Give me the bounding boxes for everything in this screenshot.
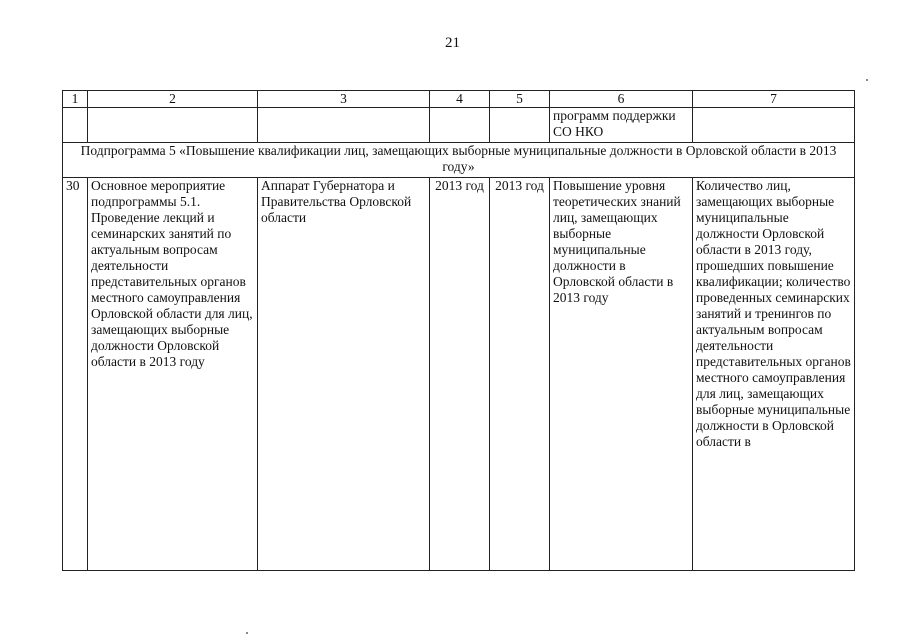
cont-cell-5 bbox=[490, 108, 550, 143]
header-cell-3: 3 bbox=[258, 91, 430, 108]
header-cell-4: 4 bbox=[430, 91, 490, 108]
header-cell-7: 7 bbox=[693, 91, 855, 108]
cont-cell-4 bbox=[430, 108, 490, 143]
subprogram-row bbox=[63, 143, 855, 178]
cont-cell-6: программ поддержки СО НКО bbox=[550, 108, 693, 143]
cont-cell-1 bbox=[63, 108, 88, 143]
start-year-cell: 2013 год bbox=[430, 178, 490, 571]
measure-cell: Основное мероприятие подпрограммы 5.1. Проведение лекций и семинарских занятий по актуальным вопросам деятельности представительных органов местного самоуправления Орловской области для лиц, замещающих выборные должности Орловской области в 2013 году bbox=[88, 178, 258, 571]
executor-cell: Аппарат Губернатора и Правительства Орловской области bbox=[258, 178, 430, 571]
page-number: 21 bbox=[445, 35, 460, 51]
cont-cell-7 bbox=[693, 108, 855, 143]
cont-cell-3 bbox=[258, 108, 430, 143]
result-cell: Повышение уровня теоретических знаний лиц, замещающих выборные муниципальные должности в Орловской области в 2013 году bbox=[550, 178, 693, 571]
header-cell-1: 1 bbox=[63, 91, 88, 108]
continuation-row bbox=[63, 108, 855, 143]
subprogram-title: Подпрограмма 5 «Повышение квалификации лиц, замещающих выборные муниципальные должности в Орловской области в 2013 году» bbox=[63, 143, 855, 178]
table-row bbox=[63, 178, 855, 571]
header-cell-5: 5 bbox=[490, 91, 550, 108]
scan-speck bbox=[246, 632, 248, 634]
cont-cell-2 bbox=[88, 108, 258, 143]
end-year-cell: 2013 год bbox=[490, 178, 550, 571]
indicator-cell: Количество лиц, замещающих выборные муниципальные должности Орловской области в 2013 году, прошедших повышение квалификации; количество проведенных семинарских занятий и тренингов по актуальным вопросам деятельности представительных органов местного самоуправления для лиц, замещающих выборные муниципальные должности в Орловской области в bbox=[693, 178, 855, 571]
program-table bbox=[62, 90, 855, 571]
header-cell-2: 2 bbox=[88, 91, 258, 108]
header-row bbox=[63, 91, 855, 108]
row-number: 30 bbox=[63, 178, 88, 571]
header-cell-6: 6 bbox=[550, 91, 693, 108]
scan-speck bbox=[866, 79, 868, 81]
